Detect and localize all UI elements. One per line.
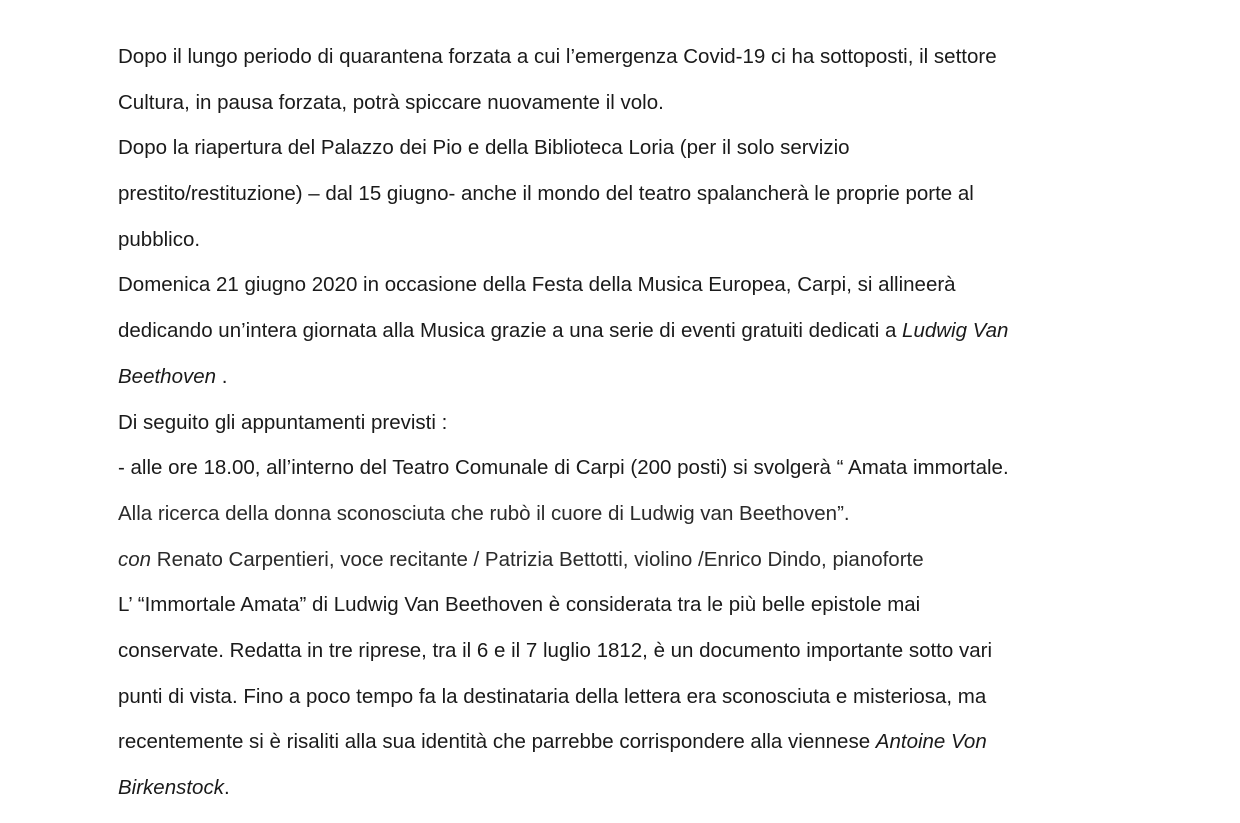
text-line-12 xyxy=(118,542,1128,588)
text: dedicando un’intera giornata alla Musica grazie a una serie di eventi gratuiti dedicati a xyxy=(118,319,903,343)
text-line-16 xyxy=(118,724,1128,770)
text-line-5 xyxy=(118,222,1128,268)
text: L’ “Immortale Amata” di Ludwig Van Beethoven è considerata tra le più belle epistole mai xyxy=(118,593,921,617)
text-line-3 xyxy=(118,130,1128,176)
text: pubblico. xyxy=(118,227,201,251)
text-line-15 xyxy=(118,679,1128,725)
text: recentemente si è risaliti alla sua identità che parrebbe corrispondere alla viennese xyxy=(118,730,876,754)
italic-name: Birkenstock xyxy=(118,776,224,799)
text-line-11 xyxy=(118,496,1128,542)
text-line-2 xyxy=(118,85,1128,131)
text: prestito/restituzione) – dal 15 giugno- anche il mondo del teatro spalancherà le proprie porte al xyxy=(118,182,974,206)
italic-name: Beethoven xyxy=(118,364,217,388)
text: conservate. Redatta in tre riprese, tra il 6 e il 7 luglio 1812, è un documento importante sotto vari xyxy=(118,638,993,662)
italic-word: con xyxy=(118,547,152,571)
italic-name: Ludwig Van xyxy=(902,319,1009,343)
text: - alle ore 18.00, all’interno del Teatro Comunale di Carpi (200 posti) si svolgerà “ Amata immortale. xyxy=(118,456,1009,480)
text-line-7 xyxy=(118,313,1128,359)
text-line-13 xyxy=(118,587,1128,633)
text: Domenica 21 giugno 2020 in occasione della Festa della Musica Europea, Carpi, si allineerà xyxy=(118,273,956,297)
text: Dopo la riapertura del Palazzo dei Pio e della Biblioteca Loria (per il solo servizio xyxy=(118,136,850,160)
text: Dopo il lungo periodo di quarantena forzata a cui l’emergenza Covid-19 ci ha sottoposti, il settore xyxy=(118,45,997,68)
text-line-10 xyxy=(118,450,1128,496)
text: Alla ricerca della donna sconosciuta che rubò il cuore di Ludwig van Beethoven”. xyxy=(118,501,850,525)
text-line-4 xyxy=(118,176,1128,222)
text-line-14 xyxy=(118,633,1128,679)
text-line-17 xyxy=(118,770,1128,816)
text: . xyxy=(223,776,230,799)
text-line-8 xyxy=(118,359,1128,405)
text-line-6 xyxy=(118,267,1128,313)
text-line-9 xyxy=(118,405,1128,451)
text-line-1 xyxy=(118,39,1128,85)
document-page xyxy=(118,39,1128,816)
text: Renato Carpentieri, voce recitante / Patrizia Bettotti, violino /Enrico Dindo, pianoforte xyxy=(151,547,924,571)
italic-name: Antoine Von xyxy=(875,730,987,754)
text: Di seguito gli appuntamenti previsti : xyxy=(118,410,448,434)
text: Cultura, in pausa forzata, potrà spiccare nuovamente il volo. xyxy=(118,90,664,114)
text: . xyxy=(216,364,228,388)
text: punti di vista. Fino a poco tempo fa la destinataria della lettera era sconosciuta e misteriosa, ma xyxy=(118,684,987,708)
